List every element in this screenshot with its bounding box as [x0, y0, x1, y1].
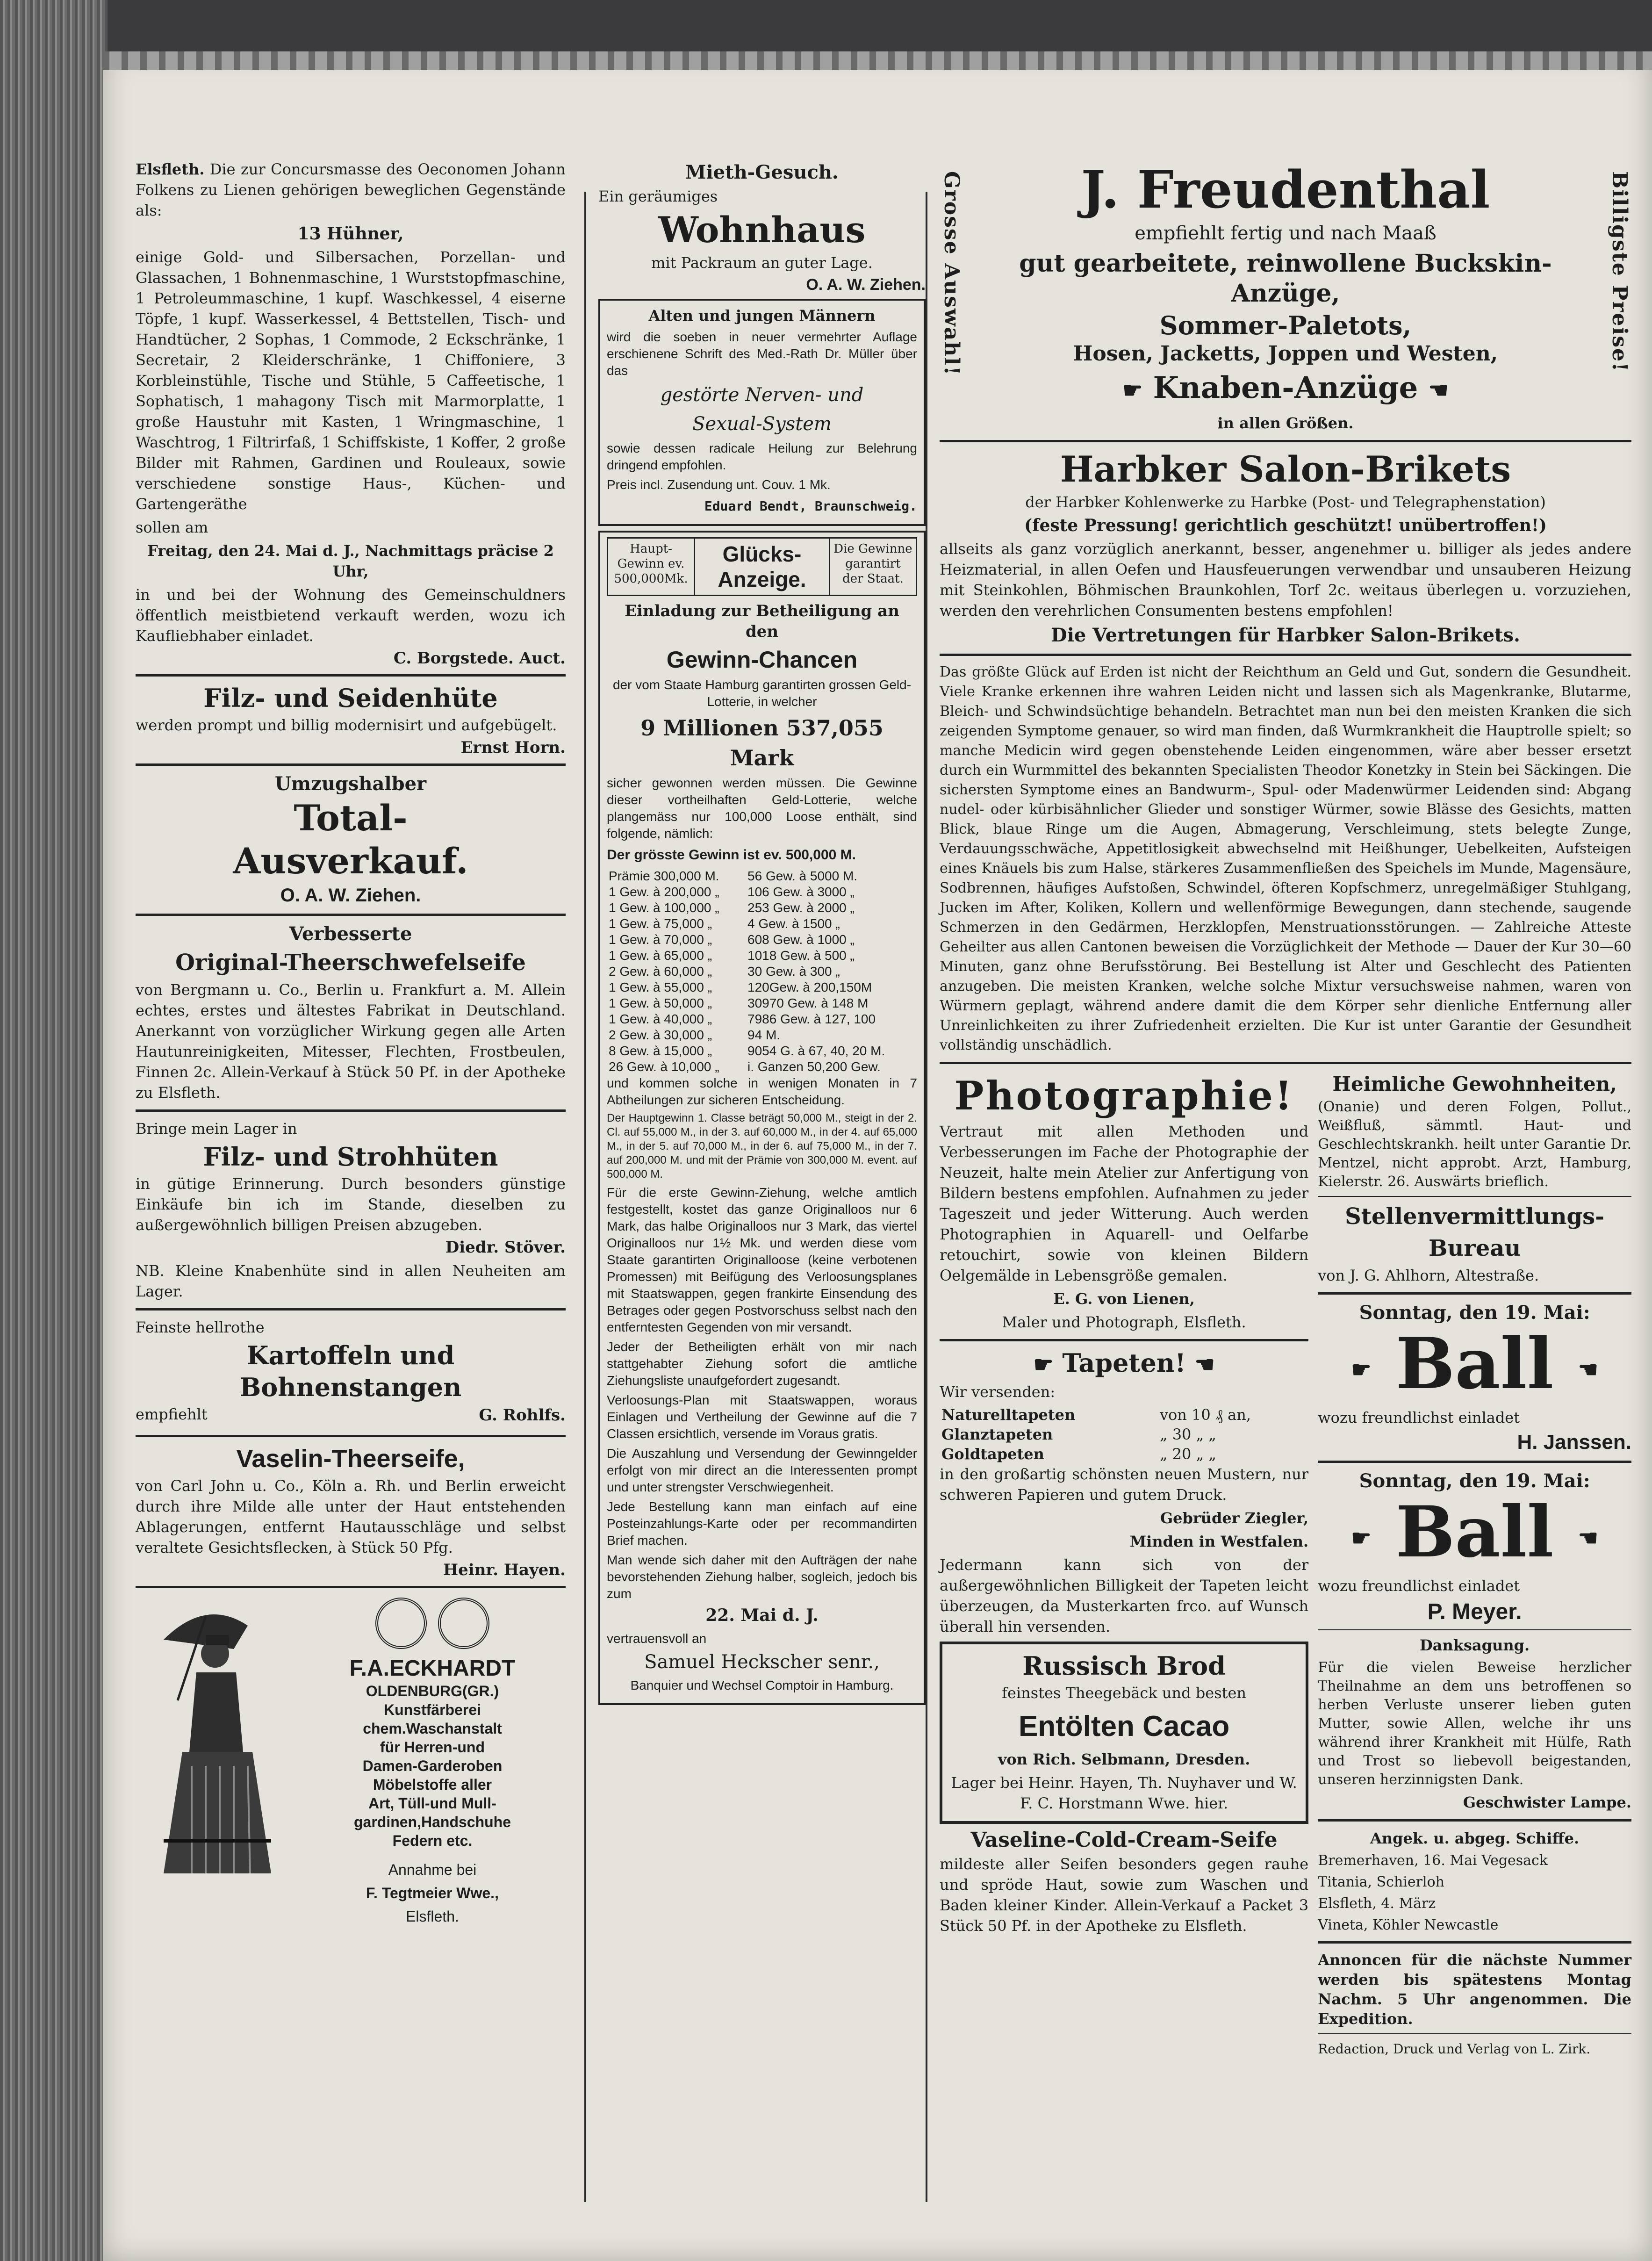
pointing-hand-icon: ☛ — [1351, 1356, 1372, 1383]
habits-text: (Onanie) und deren Folgen, Pollut., Weißfluß, sämmtl. Haut- und Geschlechtskrankh. heilt unter Garantie Dr. Mentzel, nicht approbt. Arzt, Hamburg, Kielerstr. 26. Auswärts brieflich. — [1318, 1098, 1631, 1190]
photo-text: Vertraut mit allen Methoden und Verbesserungen im Fache der Photographie der Neuzeit, halte mein Atelier zur Anfertigung von Bildern bestens empfohlen. Aufnahmen zu jeder Tageszeit und jeder Witterung. Auch werden Photographien in Aquarell- und Oelfarbe retouchirt, sowie von kleinen Bildern Oelgemälde in Lebensgröße gemalen. — [940, 1122, 1309, 1284]
potatoes-left: empfiehlt — [136, 1405, 208, 1423]
health-text: Das größte Glück auf Erden ist nicht der Reichthum an Geld und Gut, sondern die Gesundheit. Viele Kranke erkennen ihre wahren Leiden nicht und lassen sich als Magenkranke, Blutarme, Bleich- und Schwindsüchtige behandeln. Betrachtet man nun bei den meisten Kranken die sich zeigenden Symptome genauer, so wird man finden, daß Wurmkrankheit die Hauptrolle spielt; so manche Medicin wird gegen obenstehende Leiden eingenommen, wäre aber besser ersetzt durch ein Wurmmittel des bekannten Specialisten Theodor Konetzky in Stein bei Säckingen. Die sichersten Symptome eines an Bandwurm-, Spul- oder Madenwürmer Leidenden sind: Abgang nudel- oder kürbisähnlicher Glieder und sonstiger Würmer, sowie Blässe des Gesichts, matten Blick, blaue Ringe um die Augen, Abmagerung, Verschleimung, stets belegte Zunge, Verdauungsschwäche, Appetitlosigkeit abwechselnd mit Heißhunger, Uebelkeiten, Aufsteigen eines Knäuels bis zum Halse, stärkeres Zusammenfließen des Speichels im Munde, Magensäure, Sodbrennen, häufiges Aufstoßen, Schwindel, öfteren Kopfschmerz, unregelmäßiger Stuhlgang, Jucken im After, Koliken, Kollern und wellenförmige Bewegungen, dann stechende, saugende Schmerzen in den Gedärmen, Herzklopfen, Menstruationsstörungen. — Zahlreiche Atteste Geheilter aus allen Cantonen beweisen die Vorzüglichkeit der Methode — Dauer der Kur 30—60 Minuten, ganz ohne Berufsstörung. Bei Bestellung ist Alter und Geschlecht des Patienten anzugeben. Die meisten Kranken, welche solche Mixtur versuchsweise nahmen, waren von Würmern geplagt, während andere damit die dem Körper sehr dienliche Entfernung aller Unreinlichkeiten zu ihrer Zufriedenheit erzielten. Die Kur ist unter Garantie der Gesundheit vollständig unschädlich. — [940, 663, 1631, 1053]
prize-row — [607, 932, 917, 948]
page-top-edge — [103, 51, 1652, 70]
book-price: Preis incl. Zusendung unt. Couv. 1 Mk. — [607, 477, 831, 492]
habits-ad — [1318, 1073, 1631, 1191]
wallpaper-cell: von 10 ₰ an, — [1159, 1406, 1251, 1424]
eckhardt-name: F.A.ECKHARDT — [349, 1656, 516, 1681]
wallpaper-text2: Jedermann kann sich von der außergewöhnlichen Billigkeit der Tapeten leicht überzeugen, da Musterkarten frco. auf Wunsch überall hin versenden. — [940, 1556, 1309, 1636]
prize-row — [607, 900, 917, 916]
divider — [136, 674, 566, 677]
briquettes-text: der Harbker Kohlenwerke zu Harbke (Post- und Telegraphenstation) — [1025, 493, 1546, 511]
rent-intro: Ein geräumiges — [598, 187, 718, 205]
auction-lead: Elsfleth. — [136, 160, 205, 178]
auction-line: sollen am — [136, 518, 208, 536]
imprint: Redaction, Druck und Verlag von L. Zirk. — [1318, 2041, 1591, 2057]
prize-cell: 1 Gew. à 200,000 „ — [609, 885, 719, 899]
ball-word: Ball — [1395, 1491, 1554, 1573]
potatoes-ad — [136, 1317, 566, 1428]
ball-text: wozu freundlichst einladet — [1318, 1577, 1520, 1595]
book-signature: Eduard Bendt, Braunschweig. — [704, 498, 917, 514]
wallpaper-cell: „ 30 „ „ — [1159, 1426, 1216, 1444]
hats-title: Filz- und Seidenhüte — [203, 683, 498, 713]
prize-cell: 7986 Gew. à 127, 100 — [747, 1012, 876, 1026]
hats-ad — [136, 683, 566, 757]
briquettes-text: (feste Pressung! gerichtlich geschützt! unübertroffen!) — [1024, 515, 1547, 535]
habits-title: Heimliche Gewohnheiten, — [1332, 1072, 1617, 1095]
thanks-notice — [1318, 1635, 1631, 1813]
pointing-hand-icon: ☚ — [1578, 1525, 1598, 1551]
photo-signature: E. G. von Lienen, — [1053, 1289, 1195, 1308]
prize-cell: 1 Gew. à 55,000 „ — [609, 980, 712, 994]
rent-signature: O. A. W. Ziehen. — [806, 276, 926, 294]
felt-hats-signature: Diedr. Stöver. — [445, 1238, 566, 1257]
prize-cell: 608 Gew. à 1000 „ — [747, 932, 855, 947]
briquettes-agencies: Die Vertretungen für Harbker Salon-Brikets. — [1051, 624, 1520, 646]
prize-row — [607, 1043, 917, 1059]
cocoa-ad — [940, 1642, 1308, 1824]
prize-cell: 56 Gew. à 5000 M. — [747, 869, 858, 883]
felt-hats-intro: Bringe mein Lager in — [136, 1120, 297, 1138]
hats-signature: Ernst Horn. — [460, 738, 566, 757]
prize-cell: 1 Gew. à 100,000 „ — [609, 900, 719, 915]
ball-text: wozu freundlichst einladet — [1318, 1408, 1520, 1426]
vaseline-soap-ad — [136, 1444, 566, 1579]
auction-line: in und bei der Wohnung des Gemeinschuldners öffentlich meistbietend verkauft werden, wozu ich Kaufliebhaber einladet. — [136, 586, 566, 645]
potatoes-kicker: Feinste hellrothe — [136, 1318, 265, 1336]
book-script: gestörte Nerven- und — [660, 384, 864, 406]
prize-cell: 1 Gew. à 65,000 „ — [609, 948, 712, 963]
lottery-date: 22. Mai d. J. — [705, 1606, 819, 1625]
ships-line: Bremerhaven, 16. Mai Vegesack — [1318, 1852, 1548, 1869]
ball-ad-janssen — [1318, 1301, 1631, 1454]
lottery-amount: 9 Millionen 537,055 Mark — [640, 715, 883, 770]
prize-row — [607, 979, 917, 995]
eckhardt-line: Art, Tüll-und Mull- — [368, 1795, 496, 1812]
tailor-line: empfiehlt fertig und nach Maaß — [1135, 223, 1437, 244]
felt-hats-nb: NB. Kleine Knabenhüte sind in allen Neuheiten am Lager. — [136, 1262, 566, 1300]
prize-row — [607, 1059, 917, 1075]
cream-soap-ad — [940, 1829, 1308, 1936]
vaseline-title: Vaselin-Theerseife, — [236, 1445, 465, 1473]
vaseline-text: von Carl John u. Co., Köln a. Rh. und Berlin erweicht durch ihre Milde alle unter der Haut entstehenden Ablagerungen, entfernt Hautausschläge und selbst veraltete Gesichtsflecken, à Stück 50 Pfg. — [136, 1477, 566, 1556]
divider — [1318, 1461, 1631, 1463]
lottery-header — [607, 537, 917, 596]
eckhardt-line: chem.Waschanstalt — [363, 1720, 502, 1737]
book-head: Alten und jungen Männern — [648, 307, 876, 324]
prize-cell: 1 Gew. à 75,000 „ — [609, 916, 712, 931]
agency-title: Stellenvermittlungs- — [1345, 1203, 1605, 1230]
agency-title2: Bureau — [1428, 1235, 1521, 1261]
divider — [136, 1308, 566, 1311]
health-ad — [940, 662, 1631, 1055]
lottery-text: sicher gewonnen werden müssen. Die Gewinne dieser vortheilhaften Geld-Lotterie, welche plangemäss nur 100,000 Loose enthält, sind folgende, nämlich: — [607, 776, 917, 841]
auction-hens: 13 Hühner, — [297, 224, 404, 244]
rent-ad — [598, 161, 926, 294]
cream-title: Vaseline-Cold-Cream-Seife — [970, 1828, 1278, 1852]
prize-row — [607, 964, 917, 979]
eckhardt-line: Kunstfärberei — [383, 1701, 481, 1718]
tar-soap-kicker: Verbesserte — [289, 923, 412, 945]
felt-hats-text: in gütige Erinnerung. Durch besonders günstige Einkäufe bin ich im Stande, dieselben zu außergewöhnlich billigen Preisen abzugeben. — [136, 1175, 566, 1234]
prize-cell: Prämie 300,000 M. — [609, 869, 719, 883]
lottery-head-left: Haupt-Gewinn ev. 500,000Mk. — [608, 539, 695, 595]
side-note-right: Billigste Preise! — [1608, 171, 1631, 373]
ball-date: Sonntag, den 19. Mai: — [1359, 1469, 1590, 1492]
pointing-hand-icon: ☛ — [1122, 377, 1143, 403]
book-text2: sowie dessen radicale Heilung zur Belehrung dringend empfohlen. — [607, 441, 917, 472]
tailor-name: J. Freudenthal — [1081, 159, 1490, 220]
lottery-text: Jeder der Betheiligten erhält von mir nach stattgehabter Ziehung sofort die amtliche Ziehungsliste unaufgefordert zugesandt. — [607, 1339, 917, 1388]
wallpaper-cell: Glanztapeten — [941, 1426, 1053, 1444]
vaseline-signature: Heinr. Hayen. — [443, 1561, 566, 1579]
pointing-hand-icon: ☛ — [1351, 1525, 1372, 1551]
medals — [299, 1598, 566, 1649]
eckhardt-line: für Herren-und — [380, 1739, 485, 1756]
divider — [136, 763, 566, 766]
eckhardt-town: Elsfleth. — [406, 1908, 459, 1925]
wallpaper-title-text: Tapeten! — [1062, 1347, 1186, 1378]
lottery-ad — [598, 531, 926, 1705]
prize-cell: 1 Gew. à 50,000 „ — [609, 996, 712, 1010]
prize-cell: 2 Gew. à 30,000 „ — [609, 1028, 712, 1042]
agency-ad — [1318, 1202, 1631, 1286]
prize-row — [607, 995, 917, 1011]
felt-hats-ad — [136, 1118, 566, 1302]
ships-notice — [1318, 1828, 1631, 1935]
book-text: wird die soeben in neuer vermehrter Auflage erschienene Schrift des Med.-Rath Dr. Müller über das — [607, 330, 917, 378]
column-rule — [584, 192, 586, 2202]
prize-cell: i. Ganzen 50,200 Gew. — [747, 1059, 881, 1074]
column-rule — [926, 192, 927, 2202]
wallpaper-cell: „ 20 „ „ — [1159, 1445, 1216, 1463]
pointing-hand-icon: ☚ — [1194, 1352, 1215, 1378]
divider — [1318, 1196, 1631, 1197]
hats-text: werden prompt und billig modernisirt und aufgebügelt. — [136, 716, 557, 734]
column-1 — [136, 159, 566, 1930]
lottery-text: vertrauensvoll an — [607, 1631, 707, 1646]
tar-soap-text: von Bergmann u. Co., Berlin u. Frankfurt a. M. Allein echtes, erstes und ältestes Fabrikat in Deutschland. Anerkannt von vorzüglicher Wirkung gegen alle Arten Hautunreinigkeiten, Mitesser, Flechten, Frostbeulen, Finnen 2c. Allein-Verkauf à Stück 50 Pf. in der Apotheke zu Elsfleth. — [136, 981, 566, 1102]
prize-row — [607, 884, 917, 900]
sale-clearance: Ausverkauf. — [233, 840, 468, 882]
wallpaper-ad — [940, 1348, 1308, 1637]
eckhardt-ad — [136, 1598, 566, 1930]
divider — [940, 1339, 1308, 1341]
prize-cell: 4 Gew. à 1500 „ — [747, 916, 840, 931]
cocoa-text: Lager bei Heinr. Hayen, Th. Nuyhaver und W. F. C. Horstmann Wwe. hier. — [951, 1774, 1297, 1813]
prize-cell: 8 Gew. à 15,000 „ — [609, 1044, 712, 1058]
prize-cell: 106 Gew. à 3000 „ — [747, 885, 855, 899]
tailor-line: gut gearbeitete, reinwollene Buckskin-Anzüge, — [1019, 249, 1552, 308]
sale-kicker: Umzugshalber — [274, 773, 427, 795]
book-page-edges — [0, 0, 108, 2261]
lottery-text: Man wende sich daher mit den Aufträgen der nahe bevorstehenden Ziehung halber, sogleich, jedoch bis zum — [607, 1553, 917, 1601]
potatoes-line2: Bohnenstangen — [239, 1372, 462, 1402]
divider — [136, 1109, 566, 1112]
wallpaper-cell: Naturelltapeten — [941, 1406, 1076, 1424]
divider — [1318, 1629, 1631, 1630]
tar-soap-ad — [136, 922, 566, 1103]
prize-row — [607, 916, 917, 932]
pointing-hand-icon: ☚ — [1578, 1356, 1598, 1383]
eckhardt-accept: Annahme bei — [388, 1861, 477, 1878]
agency-text: von J. G. Ahlhorn, Altestraße. — [1318, 1266, 1539, 1284]
photo-ad — [940, 1073, 1308, 1332]
ball-heading — [1318, 1491, 1631, 1576]
sale-total: Total- — [294, 797, 408, 839]
pointing-hand-icon: ☛ — [1033, 1352, 1054, 1378]
lottery-text: Die Auszahlung und Versendung der Gewinngelder erfolgt von mir direct an die Interessenten prompt und unter strengster Verschwiegenheit. — [607, 1446, 917, 1494]
lottery-text: Der Hauptgewinn 1. Classe beträgt 50,000 M., steigt in der 2. Cl. auf 55,000 M., in der 3. auf 60,000 M., in der 4. auf 65,000 M., in der 5. auf 70,000 M., in der 6. auf 75,000 M., in der 7. auf 200,000 M. und mit der Prämie von 300,000 M. event. auf 500,000 M. — [607, 1112, 917, 1181]
prize-cell: 94 M. — [747, 1028, 781, 1042]
eckhardt-line: Damen-Garderoben — [362, 1757, 503, 1774]
prize-row — [607, 1027, 917, 1043]
briquettes-ad — [940, 449, 1631, 647]
wallpaper-row — [940, 1405, 1308, 1425]
wallpaper-table — [940, 1405, 1308, 1464]
banker-name: Samuel Heckscher senr., — [644, 1651, 880, 1673]
wallpaper-row — [940, 1444, 1308, 1464]
lottery-title: Gewinn-Chancen — [666, 647, 858, 673]
potatoes-signature: G. Rohlfs. — [479, 1406, 566, 1425]
wallpaper-title — [940, 1348, 1308, 1380]
divider — [1318, 2033, 1631, 2034]
briquettes-title: Harbker Salon-Brikets — [1060, 448, 1511, 490]
lower-left — [940, 1071, 1308, 2062]
prize-cell: 253 Gew. à 2000 „ — [747, 900, 855, 915]
ball-signature: H. Janssen. — [1517, 1430, 1631, 1454]
thanks-title: Danksagung. — [1420, 1636, 1530, 1654]
auction-notice — [136, 159, 566, 668]
felt-hats-title: Filz- und Strohhüten — [203, 1142, 498, 1172]
lottery-top-prize: Der grösste Gewinn ist ev. 500,000 M. — [607, 847, 856, 863]
eckhardt-line: Möbelstoffe aller — [373, 1776, 492, 1793]
potatoes-line1: Kartoffeln und — [246, 1340, 455, 1370]
rent-title: Wohnhaus — [658, 209, 866, 251]
prize-cell: 26 Gew. à 10,000 „ — [609, 1059, 719, 1074]
divider — [940, 1062, 1631, 1064]
cream-text: mildeste aller Seifen besonders gegen rauhe und spröde Haut, sowie zum Waschen und Baden kleiner Kinder. Allein-Verkauf a Packet 3 Stück 50 Pf. in der Apotheke zu Elsfleth. — [940, 1855, 1309, 1935]
eckhardt-text — [299, 1598, 566, 1930]
divider — [1318, 1819, 1631, 1822]
lottery-invite: Einladung zur Betheiligung an den — [625, 602, 899, 641]
tar-soap-title: Original-Theerschwefelseife — [175, 950, 526, 976]
column-2 — [598, 159, 926, 1710]
sale-ad — [136, 772, 566, 907]
wallpaper-row — [940, 1425, 1308, 1444]
lottery-text: und kommen solche in wenigen Monaten in 7 Abtheilungen zur sicheren Entscheidung. — [607, 1076, 917, 1107]
prize-table — [607, 868, 917, 1075]
prize-cell: 1018 Gew. à 500 „ — [747, 948, 855, 963]
cocoa-line2: feinstes Theegebäck und besten — [1002, 1684, 1247, 1702]
newspaper-page — [103, 51, 1652, 2261]
cocoa-line1: Russisch Brod — [1022, 1651, 1226, 1681]
ball-ad-meyer — [1318, 1469, 1631, 1625]
side-note-left: Grosse Auswahl! — [940, 171, 963, 376]
wallpaper-cell: Goldtapeten — [941, 1445, 1044, 1463]
eckhardt-line: Federn etc. — [392, 1832, 473, 1849]
book-ad — [598, 299, 926, 526]
ball-word: Ball — [1395, 1322, 1554, 1405]
lottery-text: Verloosungs-Plan mit Staatswappen, woraus Einlagen und Vertheilung der Gewinne auf die 7 Classen ersichtlich, versende im Voraus gratis. — [607, 1393, 917, 1441]
expedition-notice — [1318, 1950, 1631, 2059]
divider — [940, 654, 1631, 656]
ball-date: Sonntag, den 19. Mai: — [1359, 1301, 1590, 1324]
divider — [136, 1586, 566, 1588]
tailor-ad — [940, 159, 1631, 433]
lottery-text: der vom Staate Hamburg garantirten grossen Geld-Lotterie, in welcher — [612, 677, 912, 709]
ships-title: Angek. u. abgeg. Schiffe. — [1370, 1829, 1580, 1847]
auction-line: Die zur Concursmasse des Oeconomen Johann Folkens zu Lienen gehörigen beweglichen Gegenstände als: — [136, 160, 566, 219]
auction-date: Freitag, den 24. Mai d. J., Nachmittags präcise 2 Uhr, — [147, 542, 554, 580]
thanks-text: Für die vielen Beweise herzlicher Theilnahme an dem uns betroffenen so herben Verluste unserer lieben guten Mutter, sowie Allen, welche ihr uns während ihrer Krankheit mit Hülfe, Rath und Trost so liebevoll beigestanden, unseren herzinnigsten Dank. — [1318, 1659, 1631, 1788]
medal-icon — [438, 1598, 489, 1649]
rent-kicker: Mieth-Gesuch. — [685, 161, 839, 183]
banker-sub: Banquier und Wechsel Comptoir in Hamburg. — [630, 1678, 894, 1692]
wallpaper-text: in den großartig schönsten neuen Mustern, nur schweren Papieren und gutem Druck. — [940, 1465, 1309, 1504]
photo-sub: Maler und Photograph, Elsfleth. — [1002, 1313, 1246, 1331]
lottery-text: Jede Bestellung kann man einfach auf eine Posteinzahlungs-Karte oder per recommandirten Brief machen. — [607, 1499, 917, 1548]
medal-icon — [375, 1598, 427, 1649]
divider — [1318, 1941, 1631, 1944]
tailor-line: Knaben-Anzüge — [1153, 370, 1418, 405]
prize-cell: 9054 G. à 67, 40, 20 M. — [747, 1044, 885, 1058]
prize-row — [607, 948, 917, 964]
tailor-line: Sommer-Paletots, — [1159, 310, 1412, 340]
prize-cell: 1 Gew. à 70,000 „ — [609, 932, 712, 947]
ships-line: Titania, Schierloh — [1318, 1873, 1444, 1890]
ball-heading — [1318, 1322, 1631, 1407]
lower-right — [1318, 1071, 1631, 2062]
wallpaper-signature: Gebrüder Ziegler, — [1160, 1509, 1309, 1527]
ships-line: Vineta, Köhler Newcastle — [1318, 1916, 1499, 1933]
thanks-signature: Geschwister Lampe. — [1463, 1793, 1631, 1811]
rent-text: mit Packraum an guter Lage. — [651, 254, 873, 272]
book-script: Sexual-System — [692, 413, 832, 435]
auction-signature: C. Borgstede. Auct. — [393, 649, 566, 668]
expedition-text: Annoncen für die nächste Nummer werden bis spätestens Montag Nachm. 5 Uhr angenommen. Die Expedition. — [1318, 1951, 1631, 2028]
pointing-hand-icon: ☚ — [1428, 377, 1449, 403]
divider — [940, 440, 1631, 442]
tailor-line: Hosen, Jacketts, Joppen und Westen, — [1073, 342, 1498, 366]
ball-signature: P. Meyer. — [1427, 1599, 1522, 1624]
column-3 — [940, 159, 1631, 2062]
prize-cell: 30970 Gew. à 148 M — [747, 996, 869, 1010]
briquettes-text: allseits als ganz vorzüglich anerkannt, besser, angenehmer u. billiger als jedes andere Heizmaterial, in allen Oefen und Hausfeuerungen verwendbar und unsauberen Heizung mit Steinkohlen, Böhmischen Braunkohlen, Torf 2c. weitaus überlegen u. vorzuziehen, werden den verehrlichen Consumenten bestens empfohlen! — [940, 540, 1631, 619]
prize-cell: 1 Gew. à 40,000 „ — [609, 1012, 712, 1026]
cocoa-line3: Entölten Cacao — [1018, 1710, 1230, 1743]
prize-row — [607, 868, 917, 884]
lottery-head-title: Glücks-Anzeige. — [695, 539, 830, 595]
lower-ads — [940, 1071, 1631, 2062]
tailor-boys — [977, 367, 1594, 411]
tailor-line: in allen Größen. — [1217, 414, 1354, 432]
auction-items: einige Gold- und Silbersachen, Porzellan- und Glassachen, 1 Bohnenmaschine, 1 Wurststopfmaschine, 1 Petroleummaschine, 1 kupf. Waschkessel, 4 eiserne Töpfe, 1 kupf. Wasserkessel, 4 Bettstellen, Tisch- und Handtücher, 2 Sophas, 1 Commode, 2 Eckschränke, 1 Secretair, 2 Kleiderschränke, 1 Chiffoniere, 3 Korbleinstühle, Tische und Stühle, 5 Caffeetische, 1 Sophatisch, 1 mahagony Tisch mit Marmorplatte, 1 große Haustuhr mit Kasten, 1 Wringmaschine, 1 Waschtrog, 1 Filtrirfaß, 1 Schiffskiste, 1 Koffer, 2 große Bilder mit Rahmen, Gardinen und Rouleaux, sowie verschiedene sonstige Haus-, Küchen- und Gartengeräthe — [136, 248, 566, 513]
ships-line: Elsfleth, 4. März — [1318, 1895, 1436, 1912]
lady-illustration — [136, 1598, 290, 1878]
sale-signature: O. A. W. Ziehen. — [280, 885, 421, 906]
prize-cell: 2 Gew. à 60,000 „ — [609, 964, 712, 979]
eckhardt-agent: F. Tegtmeier Wwe., — [366, 1885, 499, 1901]
wallpaper-sub: Minden in Westfalen. — [1129, 1533, 1309, 1551]
divider — [136, 914, 566, 916]
photo-title: Photographie! — [954, 1072, 1294, 1119]
cocoa-line4: von Rich. Selbmann, Dresden. — [998, 1750, 1250, 1769]
divider — [1318, 1292, 1631, 1295]
wallpaper-intro: Wir versenden: — [940, 1383, 1056, 1401]
prize-cell: 120Gew. à 200,150M — [747, 980, 872, 994]
eckhardt-city: OLDENBURG(GR.) — [366, 1683, 499, 1699]
lottery-text: Für die erste Gewinn-Ziehung, welche amtlich festgestellt, kostet das ganze Originalloos nur 6 Mark, das halbe Originalloos nur 3 Mark, das viertel Originalloos nur 1½ Mk. und werden diese vom Staate garantirten Originalloose (keine verbotenen Promessen) mit Beifügung des Verloosungsplanes mit Staatswappen, gegen frankirte Einsendung des Betrages oder gegen Postvorschuss selbst nach den entferntesten Gegenden von mir versandt. — [607, 1185, 917, 1334]
prize-row — [607, 1011, 917, 1027]
eckhardt-line: gardinen,Handschuhe — [353, 1814, 511, 1830]
lottery-head-right: Die Gewinne garantirt der Staat. — [833, 542, 912, 586]
prize-cell: 30 Gew. à 300 „ — [747, 964, 840, 979]
divider — [136, 1435, 566, 1437]
